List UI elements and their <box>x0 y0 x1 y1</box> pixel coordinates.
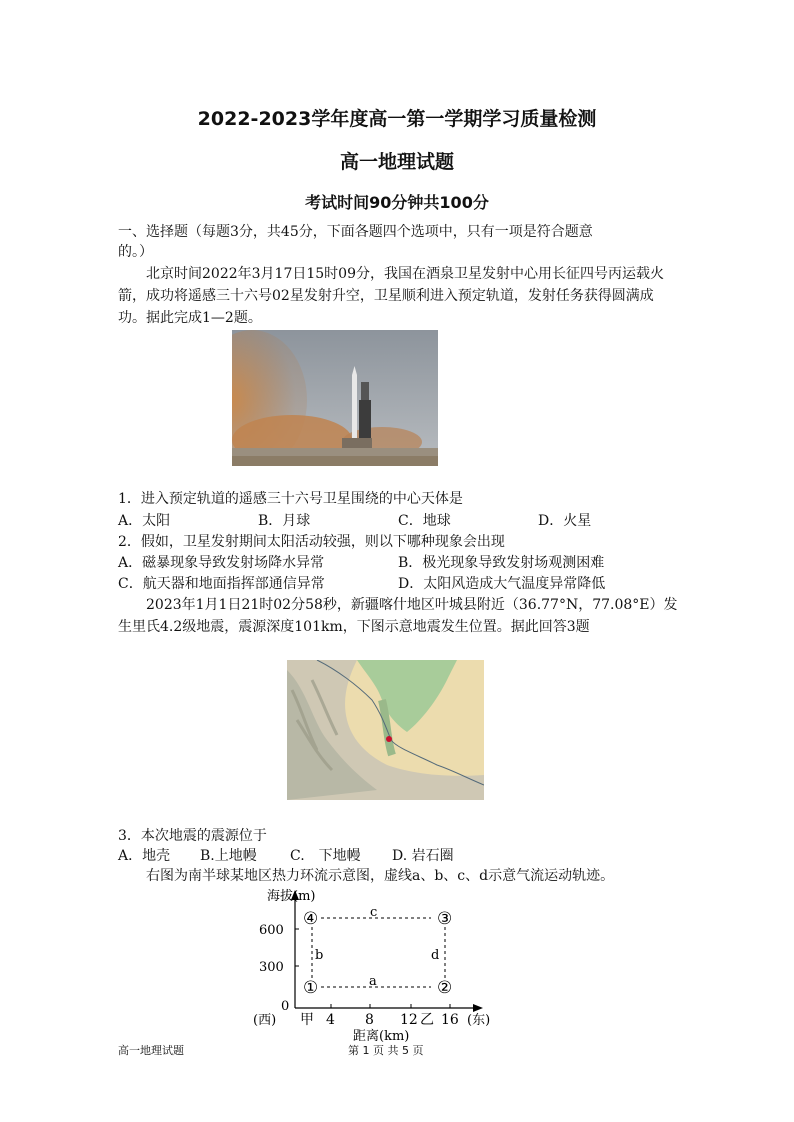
q3-option-b[interactable]: B.上地幔 <box>200 848 257 864</box>
label-d: d <box>431 948 440 963</box>
point-4: ④ <box>303 909 319 929</box>
east-label: (东) <box>467 1013 491 1028</box>
q3-stem: 3．本次地震的震源位于 <box>118 828 267 844</box>
x-tick-yi: 乙 <box>420 1012 434 1028</box>
q1-option-c[interactable]: C．地球 <box>398 513 451 529</box>
terrain-map-image <box>287 660 484 800</box>
q3-option-d[interactable]: D. 岩石圈 <box>392 848 454 864</box>
point-1: ① <box>303 978 319 998</box>
q1-option-b[interactable]: B．月球 <box>258 513 311 529</box>
label-a: a <box>369 974 377 989</box>
earthquake-location-map <box>287 660 484 800</box>
section-heading: 一、选择题（每题3分，共45分，下面各题四个选项中，只有一项是符合题意 <box>118 224 593 240</box>
label-b: b <box>315 948 324 963</box>
passage-thermal-circulation: 右图为南半球某地区热力环流示意图，虚线a、b、c、d示意气流运动轨迹。 <box>146 868 615 884</box>
section-heading-cont: 的。） <box>118 244 153 260</box>
rocket-launch-image <box>232 330 438 466</box>
rocket-launch-photo <box>232 330 438 466</box>
passage-earthquake: 2023年1月1日21时02分58秒，新疆喀什地区叶城县附近（36.77°N，77.08°E）发生里氏4.2级地震，震源深度101km，下图示意地震发生位置。据此回答3题 <box>118 597 678 635</box>
y-tick-0: 0 <box>281 999 290 1014</box>
subject-title: 高一地理试题 <box>339 151 454 173</box>
x-tick-16: 16 <box>441 1012 459 1028</box>
q2-stem: 2．假如，卫星发射期间太阳活动较强，则以下哪种现象会出现 <box>118 534 505 550</box>
label-c: c <box>370 905 378 920</box>
q1-option-a[interactable]: A．太阳 <box>118 513 171 529</box>
q1-option-d[interactable]: D．火星 <box>538 513 592 529</box>
y-axis-label: 海拔(m) <box>267 889 316 904</box>
y-tick-600: 600 <box>259 923 284 938</box>
passage-rocket-launch: 北京时间2022年3月17日15时09分，我国在酒泉卫星发射中心用长征四号丙运载火箭，成功将遥感三十六号02星发射升空，卫星顺利进入预定轨道，发射任务获得圆满成功。据此完成1—2题。 <box>118 266 664 326</box>
q3-option-c[interactable]: C. 下地幔 <box>290 848 361 864</box>
x-axis-label: 距离(km) <box>353 1029 410 1044</box>
exam-title: 2022-2023学年度高一第一学期学习质量检测 <box>197 108 597 130</box>
q2-option-a[interactable]: A．磁暴现象导致发射场降水异常 <box>118 555 325 571</box>
q2-option-c[interactable]: C．航天器和地面指挥部通信异常 <box>118 576 325 592</box>
west-label: (西) <box>253 1013 277 1028</box>
q2-option-d[interactable]: D．太阳风造成大气温度异常降低 <box>398 576 606 592</box>
x-tick-jia: 甲 <box>300 1012 314 1028</box>
q1-stem: 1．进入预定轨道的遥感三十六号卫星围绕的中心天体是 <box>118 491 463 507</box>
x-tick-8: 8 <box>365 1012 374 1028</box>
exam-info: 考试时间90分钟共100分 <box>305 193 489 212</box>
q2-option-b[interactable]: B．极光现象导致发射场观测困难 <box>398 555 605 571</box>
q3-option-a[interactable]: A．地壳 <box>118 848 171 864</box>
x-tick-4: 4 <box>326 1012 335 1028</box>
x-tick-12: 12 <box>400 1012 418 1028</box>
y-tick-300: 300 <box>259 960 284 975</box>
epicenter-marker <box>386 736 392 742</box>
point-3: ③ <box>437 909 453 929</box>
x-axis-arrow <box>473 1004 483 1012</box>
footer-subject: 高一地理试题 <box>118 1044 184 1057</box>
point-2: ② <box>437 978 453 998</box>
diagram-svg <box>245 886 505 1044</box>
footer-page-number: 第 1 页 共 5 页 <box>348 1044 424 1057</box>
thermal-circulation-diagram <box>245 886 505 1044</box>
